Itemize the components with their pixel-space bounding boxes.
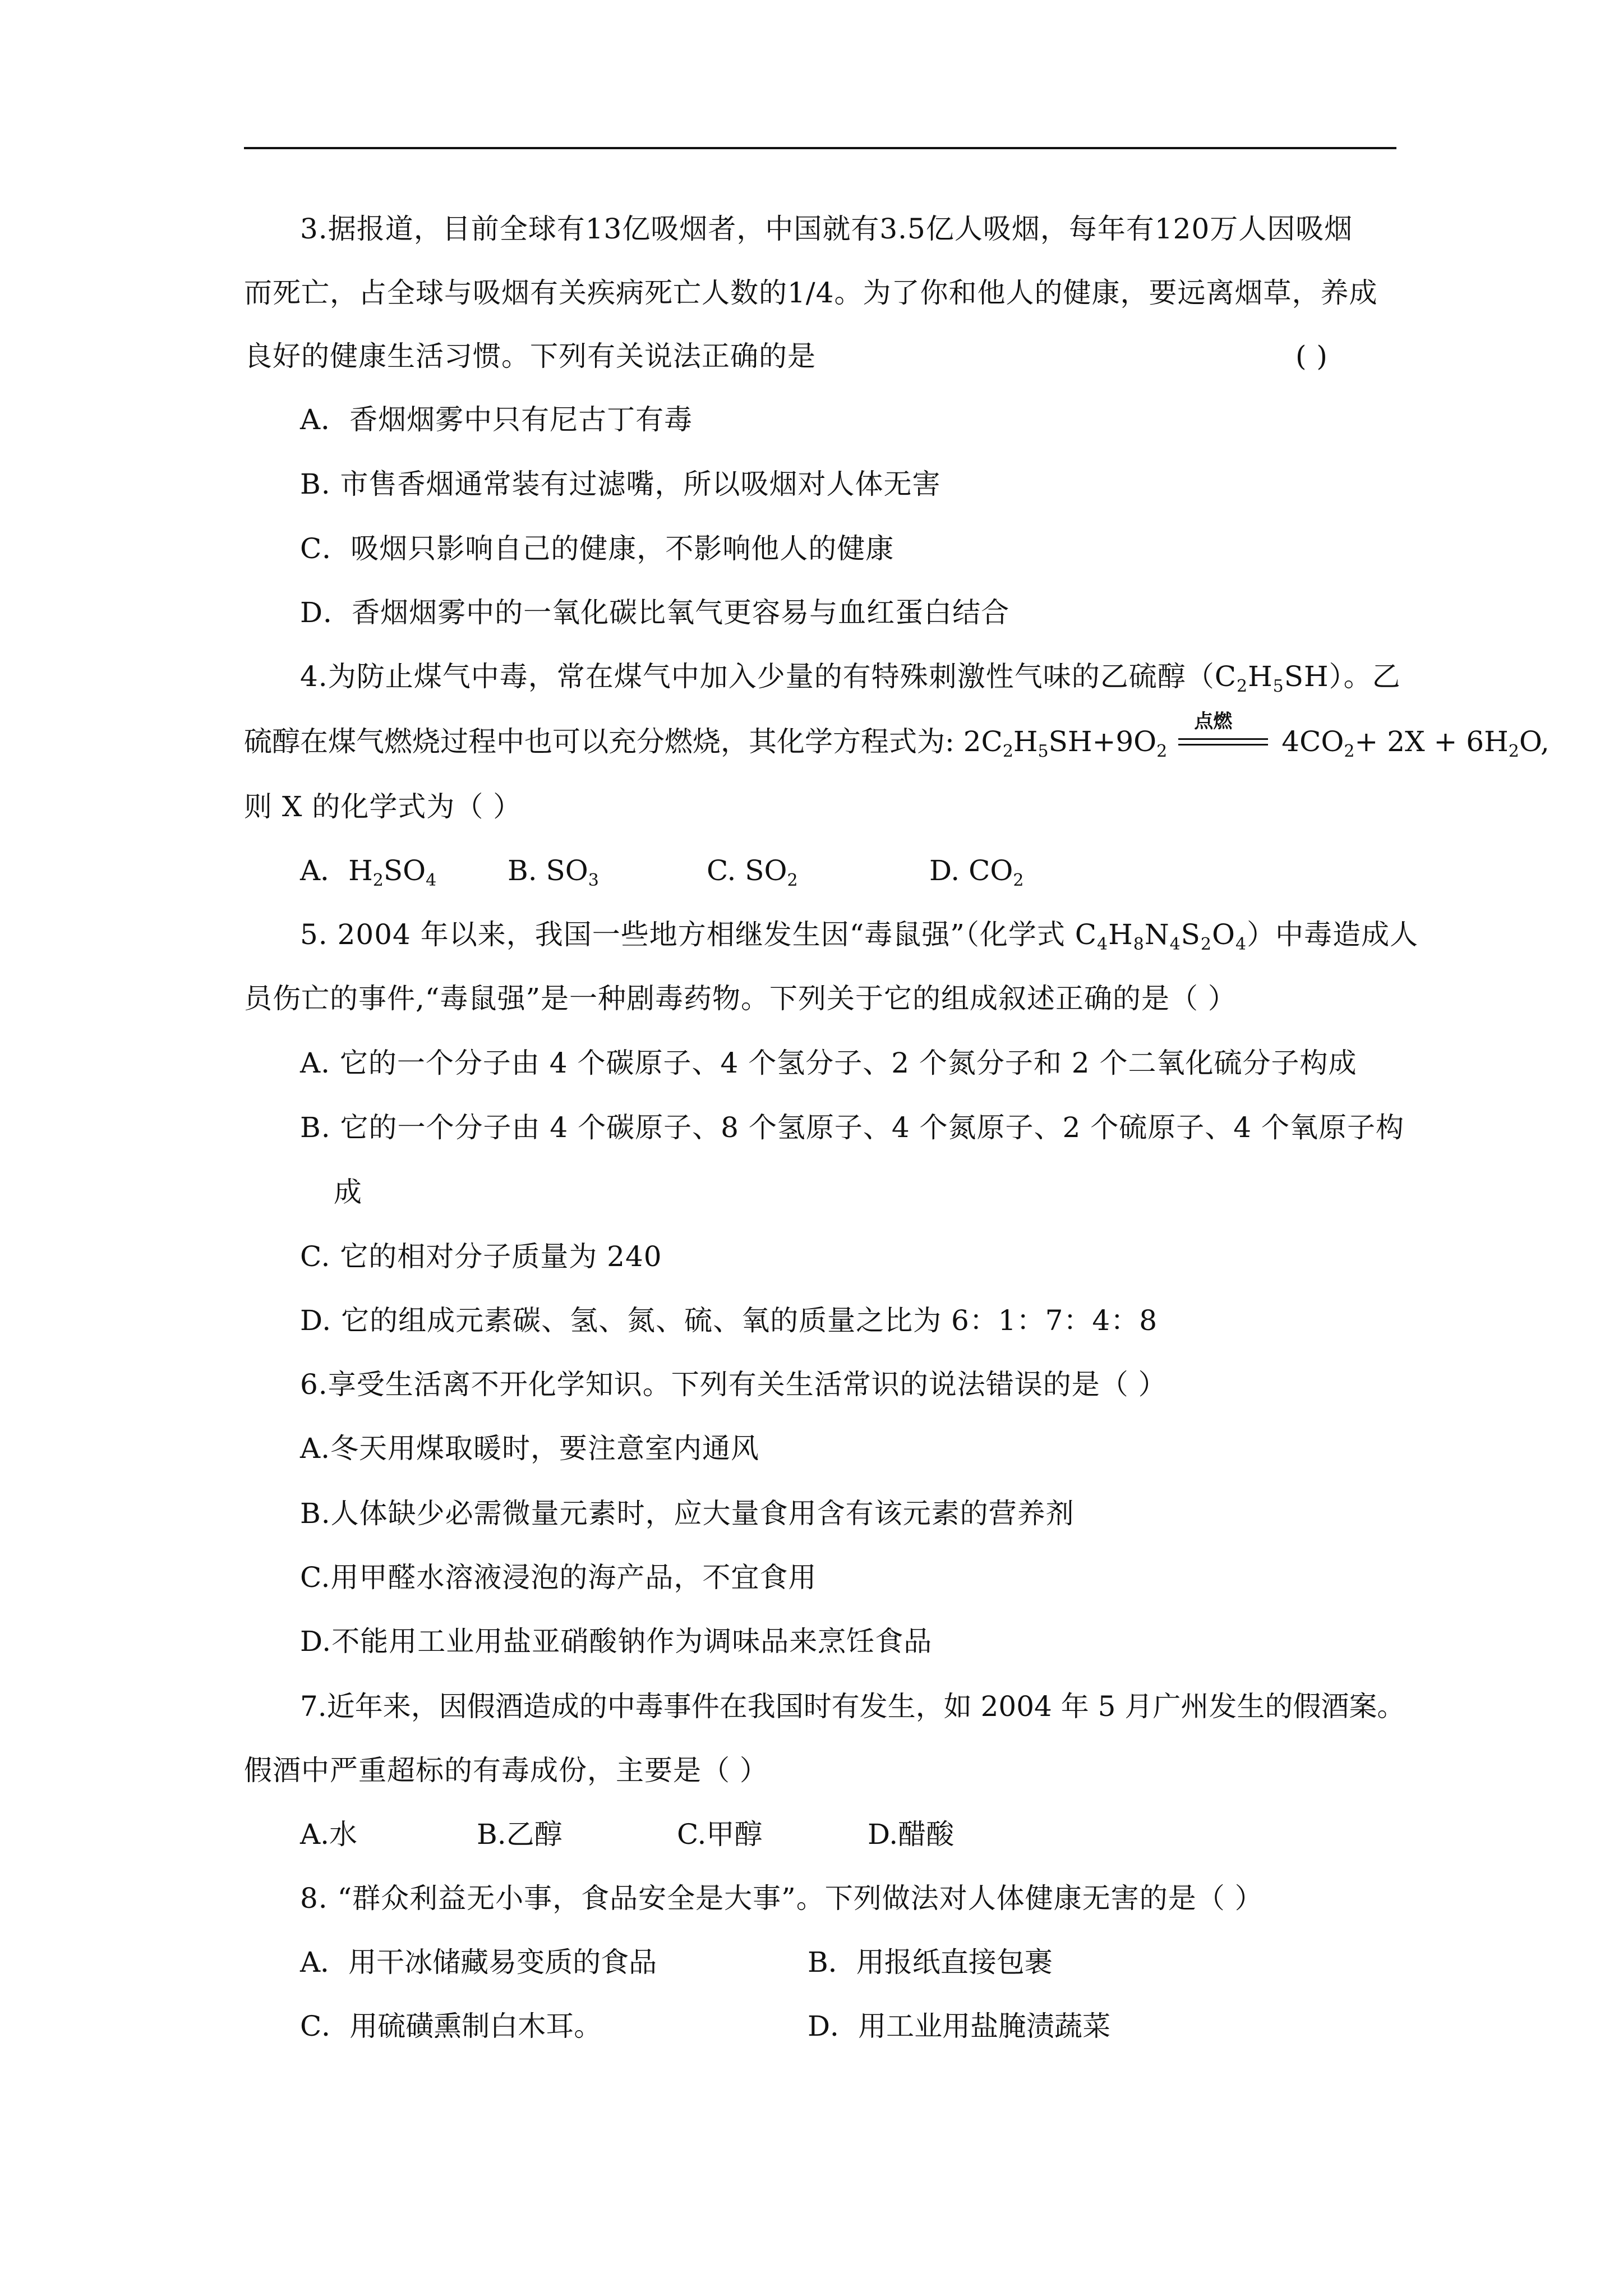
q4-equation-line: 硫醇在煤气燃烧过程中也可以充分燃烧，其化学方程式为: $2C_2H_5SH+9O_2$ 点燃 $4CO_2+ 2X + 6H_2O$, (244, 725, 1550, 758)
q5-option-c: C. 它的相对分子质量为 240 (300, 1240, 662, 1273)
q3-stem-line2: 而死亡，占全球与吸烟有关疾病死亡人数的1/4。为了你和他人的健康，要远离烟草，养成 (244, 277, 1378, 309)
q7-option-c: C.甲醇 (677, 1818, 763, 1851)
q7-stem-line2: 假酒中严重超标的有毒成份，主要是（ ） (244, 1754, 768, 1787)
q6-option-a: A.冬天用煤取暖时，要注意室内通风 (300, 1432, 760, 1465)
q4-option-b: B. $SO_3$ (508, 854, 599, 890)
q3-stem-line3: 良好的健康生活习惯。下列有关说法正确的是 (244, 340, 816, 372)
q8-stem: 8. “群众利益无小事，食品安全是大事”。下列做法对人体健康无害的是（ ） (300, 1882, 1264, 1915)
q8-option-d: D．用工业用盐腌渍蔬菜 (808, 2010, 1111, 2042)
q4-option-d: D. $CO_2$ (929, 854, 1024, 890)
q6-option-b: B.人体缺少必需微量元素时，应大量食用含有该元素的营养剂 (300, 1497, 1075, 1530)
q4-stem-line3: 则 X 的化学式为（ ） (244, 790, 522, 823)
q8-option-c: C．用硫磺熏制白木耳。 (300, 2010, 602, 2042)
q6-stem: 6.享受生活离不开化学知识。下列有关生活常识的说法错误的是（ ） (300, 1368, 1167, 1401)
q7-option-a: A.水 (300, 1818, 358, 1851)
q5-option-b: B. 它的一个分子由 4 个碳原子、8 个氢原子、4 个氮原子、2 个硫原子、4 个氧原子构 (300, 1111, 1404, 1144)
q4-stem-line1: 4.为防止煤气中毒，常在煤气中加入少量的有特殊刺激性气味的乙硫醇$(C_2H_5SH)$。乙 (300, 660, 1401, 696)
q4-option-c: C. $SO_2$ (707, 854, 798, 890)
q3-option-d: D．香烟烟雾中的一氧化碳比氧气更容易与血红蛋白结合 (300, 596, 1010, 629)
q5-stem-line2: 员伤亡的事件,“毒鼠强”是一种剧毒药物。下列关于它的组成叙述正确的是（ ） (244, 982, 1237, 1015)
q6-option-d: D.不能用工业用盐亚硝酸钠作为调味品来烹饪食品 (300, 1625, 933, 1658)
q8-option-b: B．用报纸直接包裹 (808, 1946, 1053, 1978)
q6-option-c: C.用甲醛水溶液浸泡的海产品，不宜食用 (300, 1561, 817, 1594)
q5-option-a: A. 它的一个分子由 4 个碳原子、4 个氢分子、2 个氮分子和 2 个二氧化硫分子构成 (300, 1047, 1357, 1079)
q3-option-c: C．吸烟只影响自己的健康，不影响他人的健康 (300, 532, 895, 565)
q3-answer-paren: ( ) (1295, 340, 1328, 372)
q4-option-a: A．$H_2SO_4$ (300, 854, 437, 890)
q7-stem-line1: 7.近年来，因假酒造成的中毒事件在我国时有发生，如 2004 年 5 月广州发生的假酒案。 (300, 1690, 1405, 1723)
q5-option-b-cont: 成 (334, 1176, 362, 1208)
q8-option-a: A．用干冰储藏易变质的食品 (300, 1946, 657, 1978)
q3-stem-line1: 3.据报道，目前全球有13亿吸烟者，中国就有3.5亿人吸烟，每年有120万人因吸烟 (300, 213, 1353, 245)
q3-option-a: A．香烟烟雾中只有尼古丁有毒 (300, 403, 693, 436)
q5-stem-line1: 5. 2004 年以来，我国一些地方相继发生因“毒鼠强”（化学式 $C_4H_8N_4S_2O_4$）中毒造成人 (300, 918, 1419, 954)
q5-option-d: D. 它的组成元素碳、氢、氮、硫、氧的质量之比为 6：1：7：4：8 (300, 1304, 1158, 1337)
reaction-arrow (1178, 710, 1268, 758)
q7-option-b: B.乙醇 (477, 1818, 562, 1851)
q7-option-d: D.醋酸 (868, 1818, 955, 1851)
header-rule (244, 147, 1396, 149)
reaction-condition: 点燃 (1194, 710, 1233, 733)
q3-option-b: B. 市售香烟通常装有过滤嘴，所以吸烟对人体无害 (300, 468, 941, 500)
